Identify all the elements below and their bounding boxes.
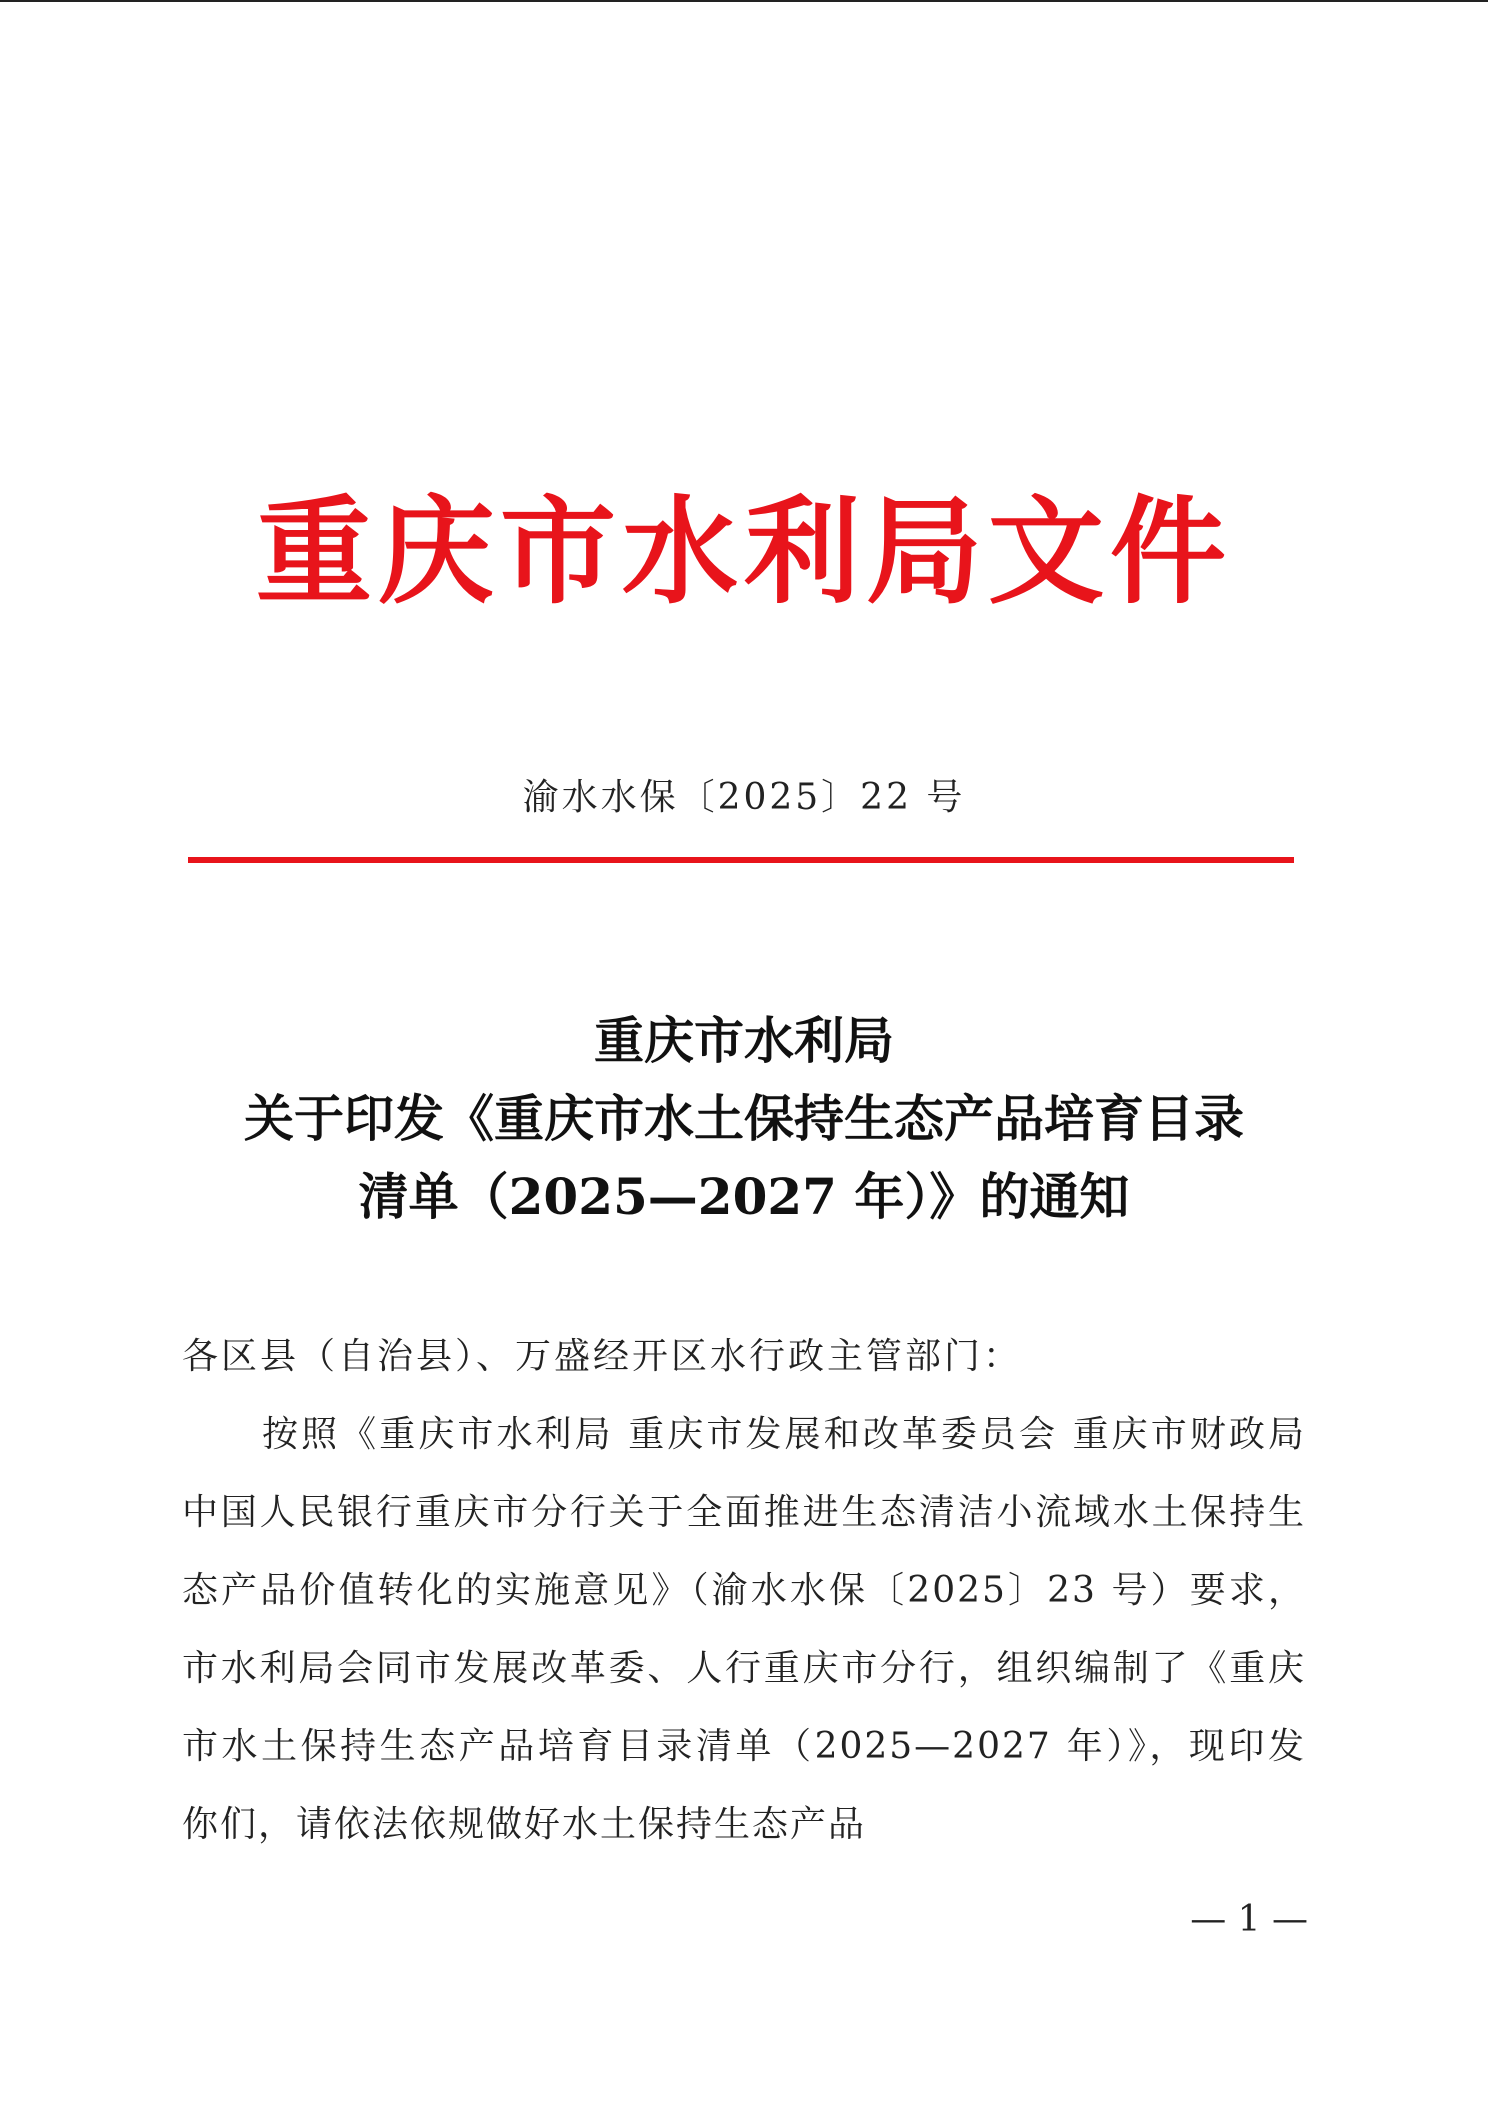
red-separator-line xyxy=(188,857,1294,863)
title-line-3: 清单（2025—2027 年）》的通知 xyxy=(358,1167,1130,1226)
title-line-1: 重庆市水利局 xyxy=(594,1011,894,1070)
document-title xyxy=(0,1002,1488,1236)
body-text xyxy=(182,1318,1306,1864)
salutation: 各区县（自治县）、万盛经开区水行政主管部门： xyxy=(182,1336,1023,1377)
title-line-2: 关于印发《重庆市水土保持生态产品培育目录 xyxy=(244,1089,1244,1148)
page-number: — 1 — xyxy=(1190,1899,1308,1940)
document-number: 渝水水保〔2025〕22 号 xyxy=(522,777,966,818)
body-paragraph: 按照《重庆市水利局 重庆市发展和改革委员会 重庆市财政局 中国人民银行重庆市分行关于全面推进生态清洁小流域水土保持生态产品价值转化的实施意见》（渝水水保〔2025〕23 号）要求，市水利局会同市发展改革委、人行重庆市分行，组织编制了《重庆市水土保持生态产品培育目录清单（2025—2027 年）》，现印发你们，请依法依规做好水土保持生态产品 xyxy=(182,1414,1306,1845)
issuing-authority-header: 重庆市水利局文件 xyxy=(256,484,1232,620)
